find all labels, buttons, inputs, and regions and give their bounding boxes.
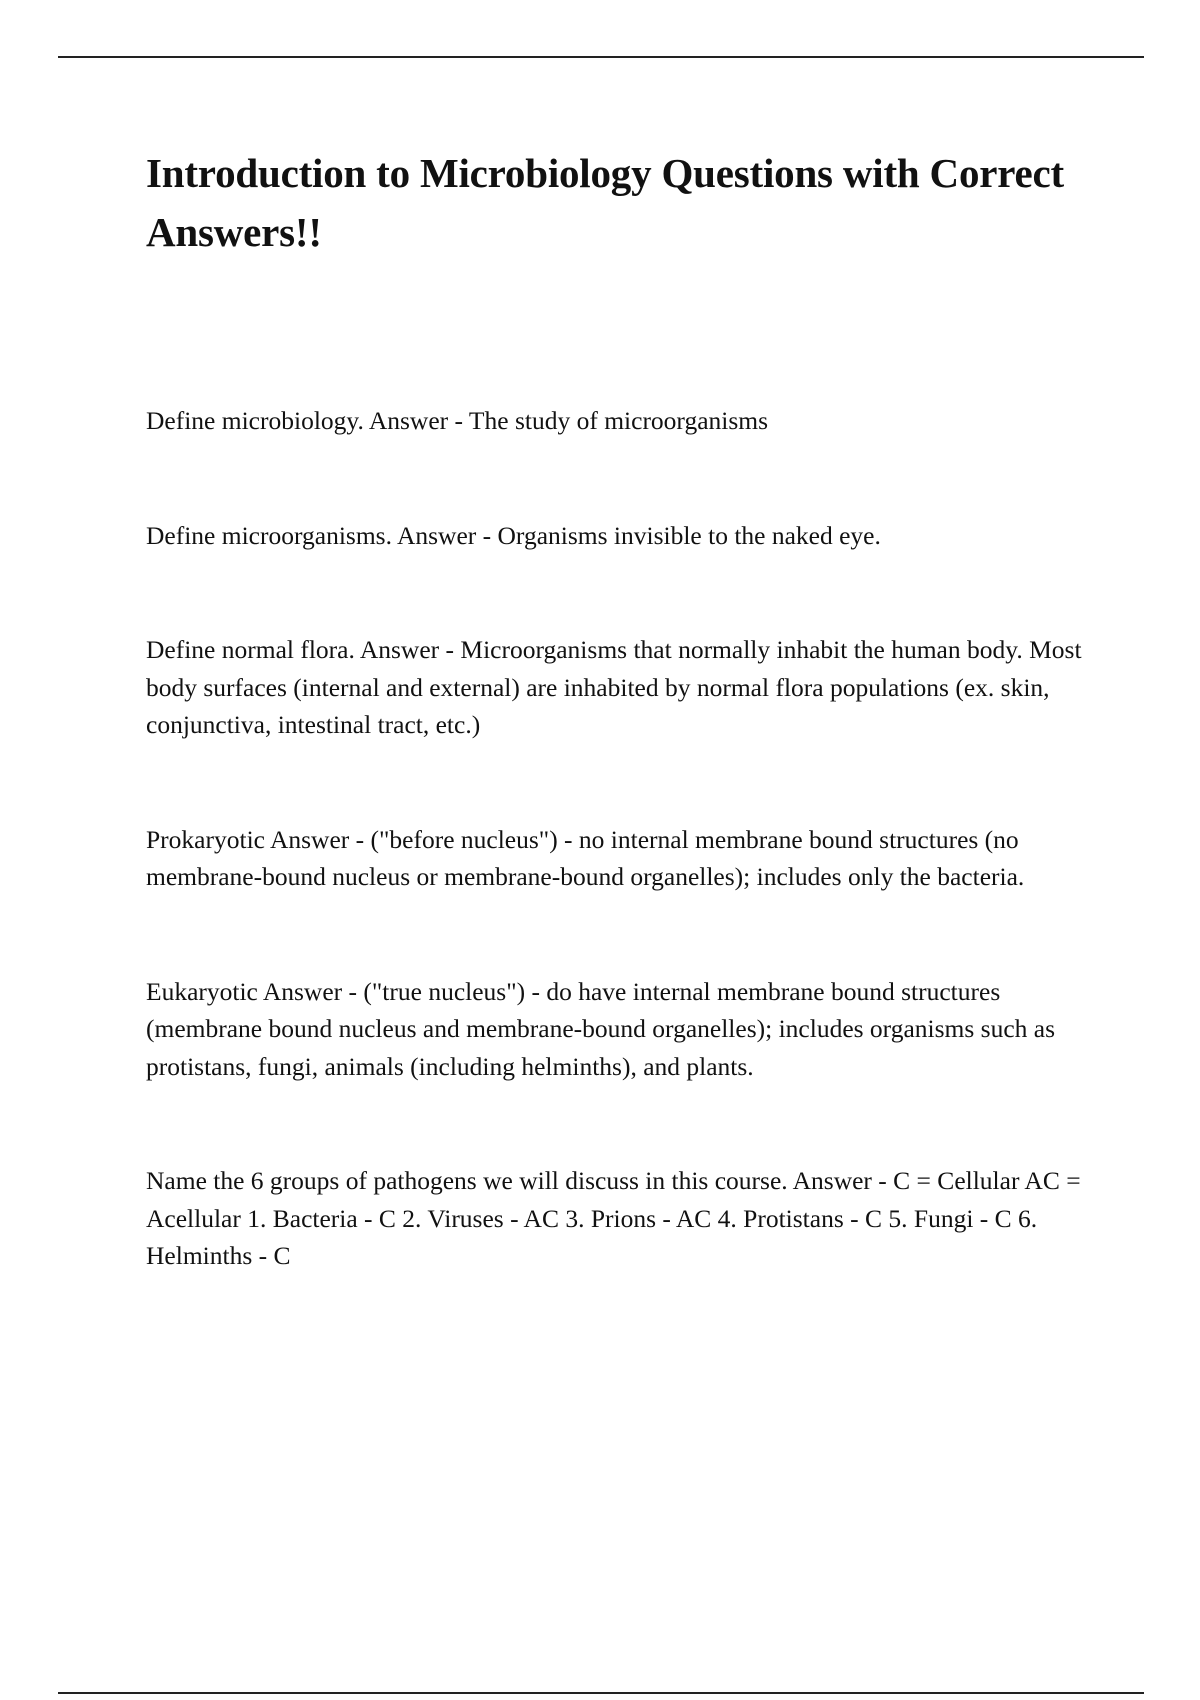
document-title: Introduction to Microbiology Questions with Correct Answers!! bbox=[146, 150, 1064, 255]
qa-item-pathogen-groups: Name the 6 groups of pathogens we will discuss in this course. Answer - C = Cellular AC = Acellular 1. Bacteria - C 2. Viruses - AC 3. Prions - AC 4. Protistans - C 5. Fungi - C 6. Helminths - C bbox=[146, 1166, 1081, 1270]
qa-item-normal-flora: Define normal flora. Answer - Microorganisms that normally inhabit the human body. Most body surfaces (internal and external) are inhabited by normal flora populations (ex. skin, conjunctiva, intestinal tract, etc.) bbox=[146, 635, 1082, 739]
qa-item-microorganisms: Define microorganisms. Answer - Organisms invisible to the naked eye. bbox=[146, 520, 881, 550]
header-rule bbox=[58, 56, 1144, 58]
qa-item-prokaryotic: Prokaryotic Answer - ("before nucleus") - no internal membrane bound structures (no membrane-bound nucleus or membrane-bound organelles); includes only the bacteria. bbox=[146, 824, 1025, 891]
qa-list bbox=[146, 402, 1086, 1275]
document-body bbox=[146, 144, 1086, 1352]
footer-rule bbox=[58, 1692, 1144, 1694]
qa-item-eukaryotic: Eukaryotic Answer - ("true nucleus") - do have internal membrane bound structures (membrane bound nucleus and membrane-bound organelles); includes organisms such as protistans, fungi, animals (including helminths), and plants. bbox=[146, 976, 1056, 1081]
qa-item-microbiology: Define microbiology. Answer - The study of microorganisms bbox=[146, 406, 769, 435]
